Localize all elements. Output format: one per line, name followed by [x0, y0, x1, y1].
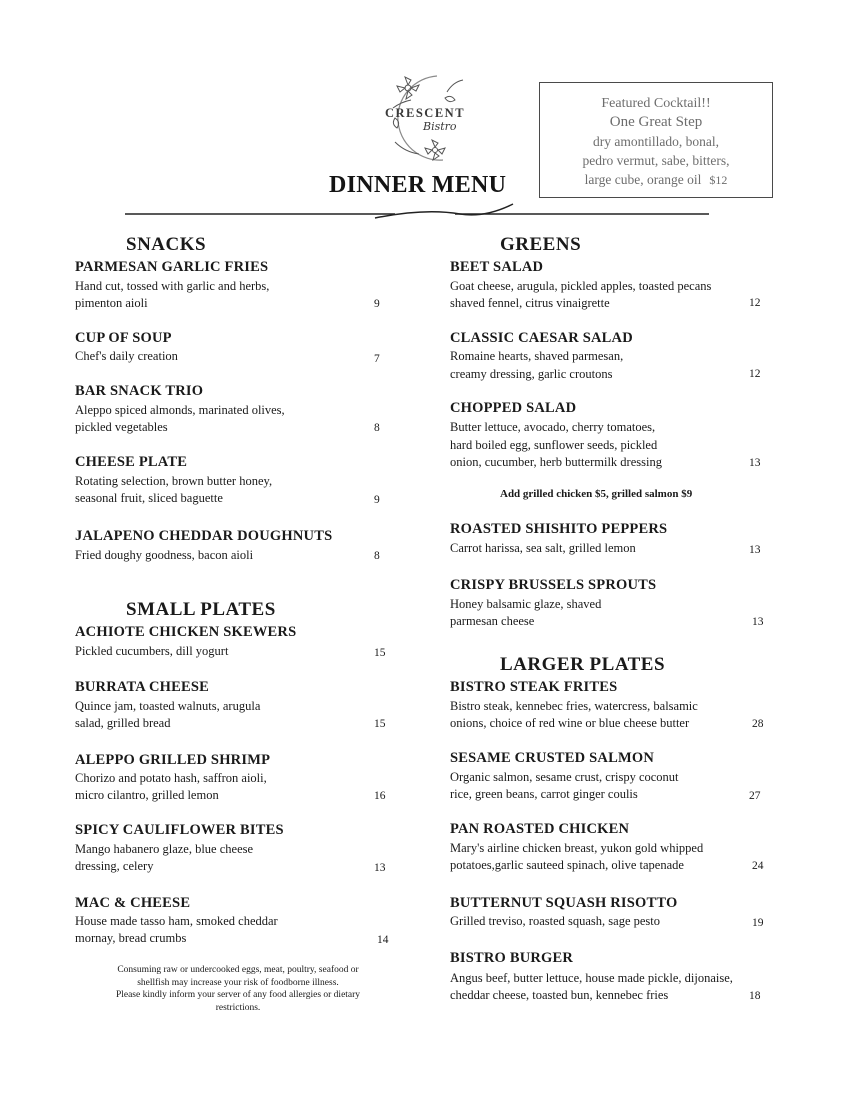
item-description: potatoes,garlic sauteed spinach, olive tapenade: [450, 858, 684, 872]
item-description: shaved fennel, citrus vinaigrette: [450, 296, 610, 310]
item-name: BISTRO STEAK FRITES: [450, 679, 618, 695]
item-price: 15: [374, 647, 386, 659]
item-name: ALEPPO GRILLED SHRIMP: [75, 752, 271, 768]
item-price: 18: [749, 990, 761, 1002]
item-price: 28: [752, 718, 764, 730]
cocktail-ingredients-3: large cube, orange oil: [584, 172, 702, 187]
add-protein-note: Add grilled chicken $5, grilled salmon $9: [500, 488, 693, 500]
item-price: 15: [374, 718, 386, 730]
item-description: Rotating selection, brown butter honey,: [75, 474, 273, 488]
item-name: ACHIOTE CHICKEN SKEWERS: [75, 624, 297, 640]
item-name: BAR SNACK TRIO: [75, 383, 204, 399]
item-price: 16: [374, 790, 386, 802]
item-description: rice, green beans, carrot ginger coulis: [450, 787, 638, 801]
disclaimer-line: shellfish may increase your risk of foodborne illness.: [137, 977, 339, 988]
item-name: MAC & CHEESE: [75, 895, 191, 911]
item-description: Honey balsamic glaze, shaved: [450, 597, 602, 611]
item-description: Romaine hearts, shaved parmesan,: [450, 349, 624, 363]
item-name: CLASSIC CAESAR SALAD: [450, 330, 633, 346]
item-description: Angus beef, butter lettuce, house made pickle, dijonaise,: [450, 971, 733, 985]
item-name: CUP OF SOUP: [75, 330, 172, 346]
food-safety-disclaimer: [95, 964, 381, 1014]
item-description: micro cilantro, grilled lemon: [75, 788, 219, 802]
item-description: parmesan cheese: [450, 614, 535, 628]
logo-text-crescent: CRESCENT: [384, 106, 466, 120]
item-description: Hand cut, tossed with garlic and herbs,: [75, 279, 270, 293]
bistro-logo: [375, 68, 475, 168]
item-price: 9: [374, 494, 380, 506]
page-title: DINNER MENU: [329, 172, 507, 198]
item-description: Goat cheese, arugula, pickled apples, toasted pecans: [450, 279, 712, 293]
item-description: hard boiled egg, sunflower seeds, pickled: [450, 438, 658, 452]
cocktail-ingredients-1: dry amontillado, bonal,: [593, 134, 719, 149]
item-price: 27: [749, 790, 761, 802]
item-description: pickled vegetables: [75, 420, 168, 434]
item-price: 8: [374, 550, 380, 562]
cocktail-title: Featured Cocktail!!: [601, 96, 711, 111]
item-name: BUTTERNUT SQUASH RISOTTO: [450, 895, 678, 911]
logo-text-bistro: Bistro: [423, 120, 457, 133]
cocktail-price: $12: [709, 173, 728, 187]
section-heading-greens: GREENS: [500, 234, 582, 255]
item-name: CHEESE PLATE: [75, 454, 188, 470]
item-price: 13: [752, 616, 764, 628]
item-name: BURRATA CHEESE: [75, 679, 210, 695]
item-description: pimenton aioli: [75, 296, 148, 310]
item-description: Grilled treviso, roasted squash, sage pesto: [450, 914, 661, 928]
item-description: Chef's daily creation: [75, 349, 178, 363]
item-price: 13: [374, 862, 386, 874]
section-heading-small-plates: SMALL PLATES: [126, 599, 276, 620]
item-price: 13: [749, 457, 761, 469]
item-description: cheddar cheese, toasted bun, kennebec fries: [450, 988, 669, 1002]
item-description: Bistro steak, kennebec fries, watercress, balsamic: [450, 699, 698, 713]
disclaimer-line: restrictions.: [215, 1002, 261, 1013]
item-price: 19: [752, 917, 764, 929]
item-description: mornay, bread crumbs: [75, 931, 187, 945]
item-price: 8: [374, 422, 380, 434]
item-description: House made tasso ham, smoked cheddar: [75, 914, 278, 928]
item-description: salad, grilled bread: [75, 716, 171, 730]
item-price: 9: [374, 298, 380, 310]
featured-cocktail-box: [539, 82, 773, 198]
item-name: SESAME CRUSTED SALMON: [450, 750, 655, 766]
item-description: Carrot harissa, sea salt, grilled lemon: [450, 541, 636, 555]
item-name: PARMESAN GARLIC FRIES: [75, 259, 269, 275]
cocktail-name: One Great Step: [609, 114, 703, 130]
section-heading-larger-plates: LARGER PLATES: [500, 654, 666, 675]
item-price: 12: [749, 297, 761, 309]
item-name: PAN ROASTED CHICKEN: [450, 821, 630, 837]
disclaimer-line: Please kindly inform your server of any food allergies or dietary: [115, 990, 361, 1000]
item-description: creamy dressing, garlic croutons: [450, 367, 613, 381]
section-heading-snacks: SNACKS: [126, 234, 207, 255]
title-divider: [125, 200, 715, 224]
item-description: Pickled cucumbers, dill yogurt: [75, 644, 229, 658]
item-description: Aleppo spiced almonds, marinated olives,: [75, 403, 285, 417]
item-price: 7: [374, 353, 380, 365]
item-price: 13: [749, 544, 761, 556]
item-description: Chorizo and potato hash, saffron aioli,: [75, 771, 267, 785]
item-description: Mary's airline chicken breast, yukon gold whipped: [450, 841, 704, 855]
item-description: Butter lettuce, avocado, cherry tomatoes,: [450, 420, 656, 434]
item-price: 14: [377, 934, 389, 946]
disclaimer-line: Consuming raw or undercooked eggs, meat, poultry, seafood or: [117, 965, 359, 975]
item-name: JALAPENO CHEDDAR DOUGHNUTS: [75, 528, 333, 544]
item-price: 12: [749, 368, 761, 380]
item-name: CHOPPED SALAD: [450, 400, 577, 416]
item-description: seasonal fruit, sliced baguette: [75, 491, 223, 505]
item-name: BEET SALAD: [450, 259, 544, 275]
item-description: Organic salmon, sesame crust, crispy coconut: [450, 770, 679, 784]
item-price: 24: [752, 860, 764, 872]
item-description: Mango habanero glaze, blue cheese: [75, 842, 254, 856]
item-description: dressing, celery: [75, 859, 154, 873]
item-name: BISTRO BURGER: [450, 950, 574, 966]
item-description: Fried doughy goodness, bacon aioli: [75, 548, 254, 562]
item-description: Quince jam, toasted walnuts, arugula: [75, 699, 261, 713]
item-name: SPICY CAULIFLOWER BITES: [75, 822, 284, 838]
cocktail-ingredients-2: pedro vermut, sabe, bitters,: [582, 153, 730, 168]
item-name: ROASTED SHISHITO PEPPERS: [450, 521, 668, 537]
item-description: onion, cucumber, herb buttermilk dressing: [450, 455, 662, 469]
item-description: onions, choice of red wine or blue cheese butter: [450, 716, 690, 730]
item-name: CRISPY BRUSSELS SPROUTS: [450, 577, 657, 593]
